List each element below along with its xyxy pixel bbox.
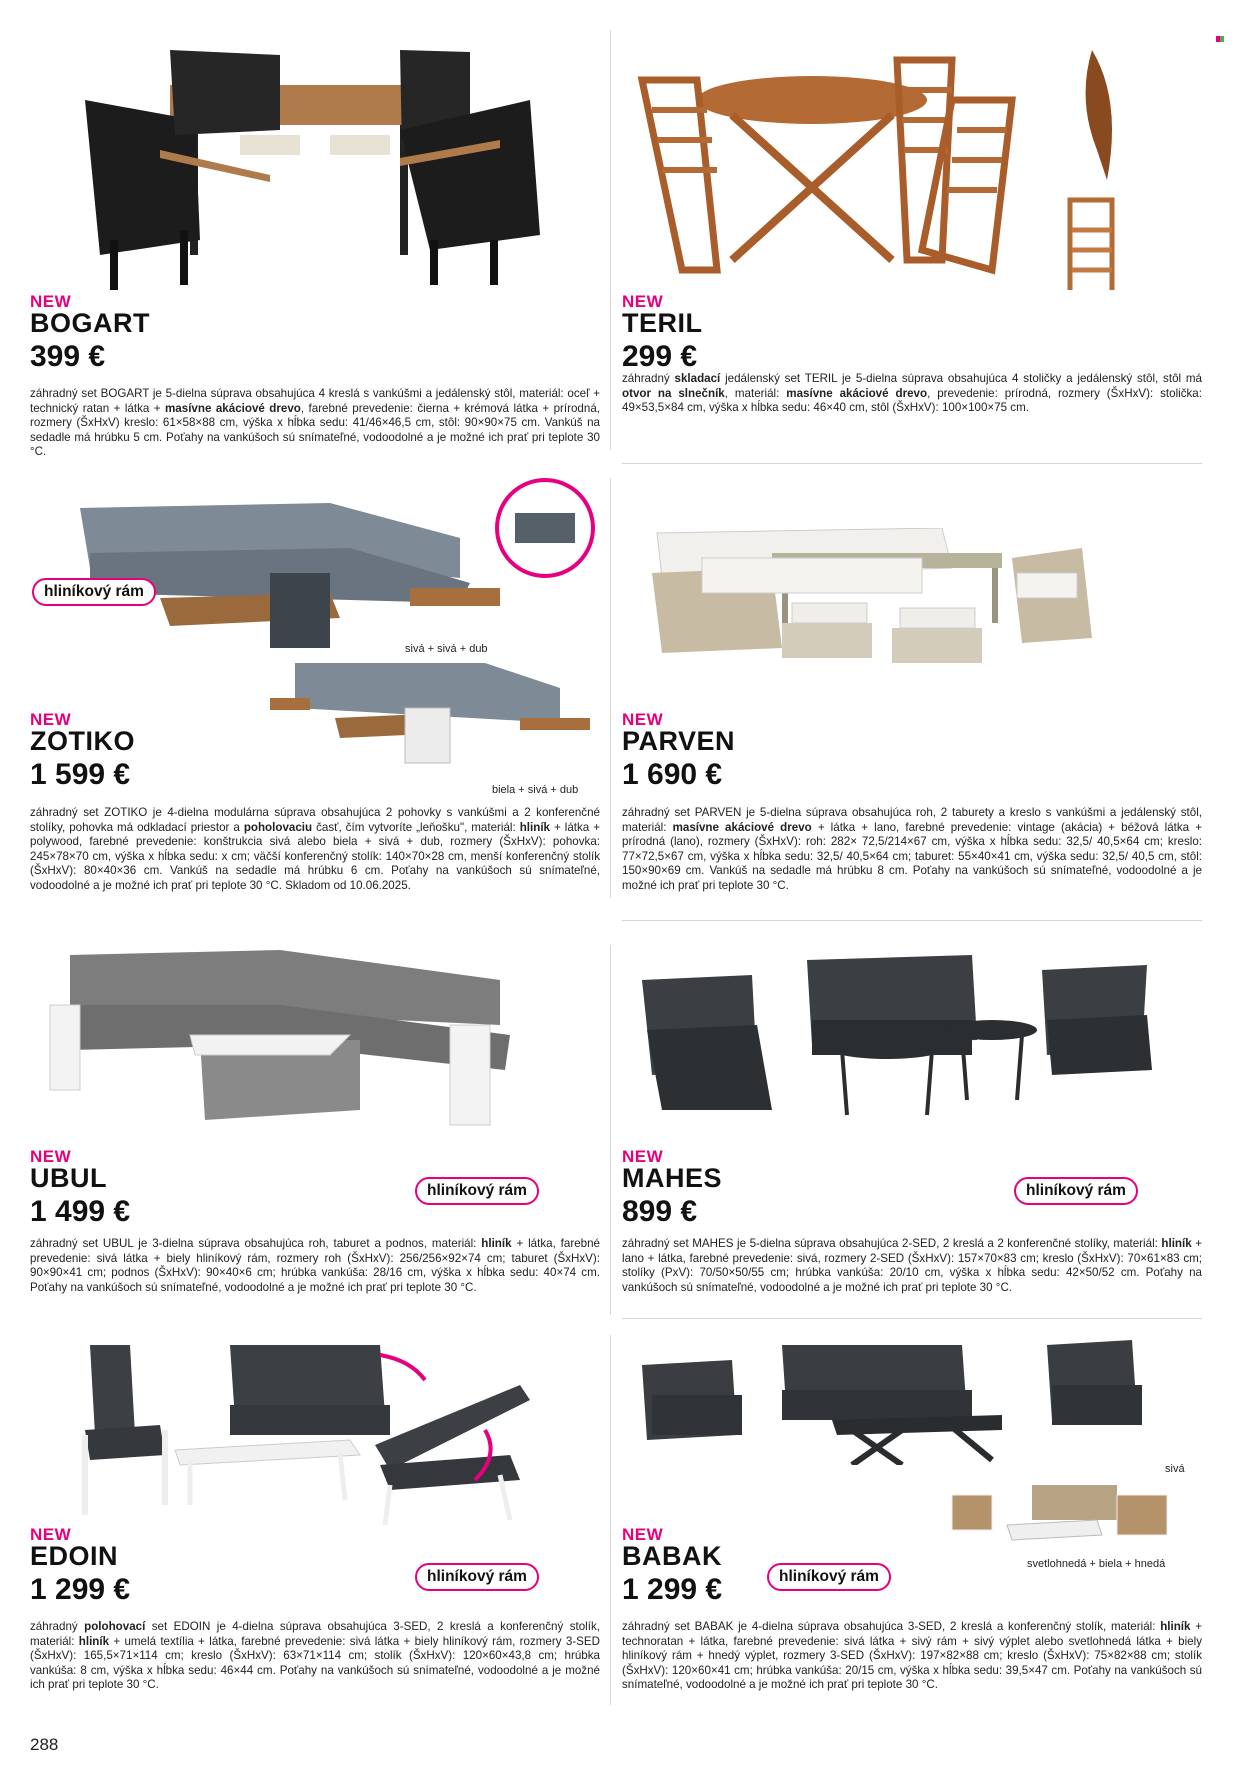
product-mahes [622,945,1202,1320]
product-price: 899 € [622,1195,698,1228]
description-emphasis: hliník [1160,1620,1191,1633]
product-babak [622,1335,1202,1715]
new-tag: NEW [622,1147,664,1166]
product-photo [30,1335,600,1530]
product-description [622,1620,1202,1693]
description-text: , prevedenie: prírodná, rozmery (ŠxHxV): stolička: 49×53,5×84 cm, výška x hĺbka sedu: 46×40 cm, stôl (ŠxHxV): 100×100×75 cm. [622,386,1202,415]
product-price: 1 299 € [622,1573,723,1606]
description-text: záhradný [30,1620,85,1633]
description-emphasis: hliník [78,1634,110,1648]
description-text: + látka + polywood, farebné prevedenie: konštrukcia sivá alebo biela + sivá + dub, rozmery (ŠxHxV): pohovka: 245×78×70 cm, výška x hĺbka sedu: x cm; väčší konferenčný stolík: 140×70×28 cm, menší konferenčný stolík (ŠxHxV): 80×40×36 cm. Vankúš na sedadle má hrúbku 6 cm. Poťahy na vankúšoch sú snímateľné, vodoodolné a je možné ich prať pri teplote 30 °C. Skladom od 10.06.2025. [30,820,600,892]
description-text: záhradný [622,372,675,385]
product-name: UBUL [30,1163,107,1193]
product-photo [622,1335,1202,1465]
row-divider [622,463,1202,464]
column-divider [610,945,611,1315]
product-price: 1 690 € [622,758,723,791]
description-text: + umelá textília + látka, farebné prevedenie: sivá látka + biely hliníkový rám, rozmery 3-SED (ŠxHxV): 165,5×71×114 cm; kreslo (ŠxHxV): 63×71×114 cm; stolík (ŠxHxV): 120×60×43,8 cm; hrúbka vankúša: 8 cm, výška x hĺbka sedu: 46×44 cm. Poťahy na vankúšoch sú snímateľné, vodoodolné a je možné ich prať pri teplote 30 °C. [30,1634,600,1692]
product-description [30,806,600,894]
product-description [622,1237,1202,1295]
variant-caption: biela + sivá + dub [492,784,579,796]
babak-set-illustration-grey [622,1335,1202,1465]
product-name: MAHES [622,1163,723,1193]
product-photo [622,528,1202,693]
product-description [30,1237,600,1295]
aluminium-frame-badge: hliníkový rám [415,1177,539,1205]
product-description [30,387,600,460]
brand-mark-icon [1216,36,1224,42]
product-name: TERIL [622,308,703,338]
variant-caption: svetlohnedá + biela + hnedá [1027,1558,1166,1570]
description-text: záhradný set BOGART je 5-dielna súprava obsahujúca 4 kreslá s vankúšmi a jedálenský stôl, materiál: oceľ + technický ratan + látka + [30,387,600,415]
aluminium-frame-badge: hliníkový rám [1014,1177,1138,1205]
new-tag: NEW [30,1525,72,1544]
product-zotiko [30,478,600,918]
description-emphasis: skladací [674,372,721,385]
new-tag: NEW [30,292,72,311]
product-photo [30,945,600,1155]
description-text: záhradný set ZOTIKO je 4-dielna modulárna súprava obsahujúca 2 pohovky s vankúšmi a 2 konferenčné stolíky, pohovka má odkladací priestor a [30,806,600,834]
column-divider [610,30,611,450]
description-text: + technoratan + látka, farebné prevedenie: sivá látka + sivý rám + sivý výplet alebo svetlohnedá látka + biely hliníkový rám + hnedý výplet, rozmery 3-SED (ŠxHxV): 197×82×88 cm; kreslo (ŠxHxV): 75×82×88 cm; stolík (ŠxHxV): 120×60×41 cm; hrúbka vankúša: 20/15 cm, výška x hĺbka sedu: 39,5×47 cm. Poťahy na vankúšoch sú snímateľné, vodoodolné a je možné ich prať pri teplote 30 °C. [622,1620,1202,1692]
description-text: záhradný set MAHES je 5-dielna súprava obsahujúca 2-SED, 2 kreslá a 2 konferenčné stolíky, materiál: [622,1237,1162,1250]
description-emphasis: hliník [1161,1237,1192,1250]
product-name: BABAK [622,1541,722,1571]
product-name: ZOTIKO [30,726,135,756]
product-photo [622,950,1202,1120]
column-divider [610,478,611,898]
ubul-set-illustration [30,945,600,1155]
aluminium-frame-badge: hliníkový rám [32,578,156,606]
product-photo [30,40,600,290]
description-text: + látka, farebné prevedenie: sivá látka + biely hliníkový rám, rozmery roh (ŠxHxV): 256/256×92×74 cm; taburet (ŠxHxV): 90×90×41 cm; podnos (ŠxHxV): 90×40×6 cm; hrúbka vankúša: 28/16 cm, výška x hĺbka sedu: 40×74 cm. Poťahy na vankúšoch sú snímateľné, vodoodolné a je možné ich prať pri teplote 30 °C. [30,1237,601,1294]
product-price: 399 € [30,340,106,373]
description-emphasis: otvor na slnečník [622,386,725,400]
description-text: + lano + látka, farebné prevedenie: sivá, rozmery 2-SED (ŠxHxV): 157×70×83 cm; kreslo (ŠxHxV): 70×61×83 cm; stolíky (PxV): 70/50×50/55 cm; hrúbka vankúša: 20/10 cm, výška x hĺbka sedu: 42×50/52 cm. Poťahy na vankúšoch sú snímateľné, vodoodolné a je možné ich prať pri teplote 30 °C. [622,1237,1202,1294]
page-number: 288 [30,1735,59,1754]
product-photo [622,40,1202,290]
description-emphasis: masívne akáciové drevo [786,386,928,400]
aluminium-frame-badge: hliníkový rám [415,1563,539,1591]
teril-set-illustration [622,40,1202,290]
product-price: 299 € [622,340,698,373]
new-tag: NEW [622,1525,664,1544]
product-description [622,372,1202,416]
zotiko-set-illustration-grey [30,478,600,648]
description-emphasis: masívne akáciové drevo [672,820,812,834]
description-emphasis: polohovací [84,1620,146,1633]
product-teril [622,30,1202,460]
new-tag: NEW [622,292,664,311]
variant-caption: sivá + sivá + dub [405,643,488,655]
description-text: + látka + lano, farebné prevedenie: vintage (akácia) + béžová látka + prírodná (lano), rozmery (ŠxHxV): roh: 282× 72,5/214×67 cm, výška x hĺbka sedu: 32,5/ 40,5×64 cm; kreslo: 77×72,5×67 cm, výška x hĺbka sedu: 32,5/ 40,5×64 cm; taburet: 55×40×41 cm, výška sedu: 32,5/ 40,5 cm, stôl: 150×90×69 cm. Vankúš na sedadle má hrúbku 8 cm. Poťahy na vankúšoch sú snímateľné, vodoodolné a je možné ich prať pri teplote 30 °C. [622,820,1202,892]
babak-set-illustration-brown [947,1480,1202,1550]
bogart-set-illustration [30,40,600,290]
new-tag: NEW [30,1147,72,1166]
description-text: jedálenský set TERIL je 5-dielna súprava obsahujúca 4 stoličky a jedálenský stôl, stôl má [720,372,1203,385]
description-text: záhradný set BABAK je 4-dielna súprava obsahujúca 3-SED, 2 kreslá a konferenčný stolík, materiál: [622,1620,1161,1633]
product-ubul [30,945,600,1320]
product-bogart [30,30,600,460]
product-photo [947,1480,1202,1550]
variant-caption: sivá [1165,1463,1185,1475]
product-description [622,806,1202,894]
product-name: PARVEN [622,726,736,756]
edoin-set-illustration [30,1335,600,1530]
zotiko-set-illustration-white [265,658,600,768]
description-text: , farebné prevedenie: čierna + krémová látka + prírodná, rozmery (ŠxHxV) kreslo: 61×58×88 cm, výška x hĺbka sedu: 41/46×46,5 cm, stôl: 90×90×75 cm. Vankúš na sedadle má hrúbku 5 cm. Poťahy na vankúšoch sú snímateľné, vodoodolné a je možné ich prať pri teplote 30 °C. [30,401,600,459]
product-name: BOGART [30,308,150,338]
description-emphasis: hliník [519,820,550,834]
aluminium-frame-badge: hliníkový rám [767,1563,891,1591]
description-emphasis: poholovaciu [243,820,313,834]
product-price: 1 599 € [30,758,131,791]
new-tag: NEW [622,710,664,729]
product-photo [30,478,600,648]
description-text: záhradný set UBUL je 3-dielna súprava obsahujúca roh, taburet a podnos, materiál: [30,1237,482,1250]
product-name: EDOIN [30,1541,119,1571]
description-text: časť, čím vytvoríte „leňošku", materiál: [312,820,520,834]
description-emphasis: masívne akáciové drevo [165,401,301,415]
product-edoin [30,1335,600,1715]
product-description [30,1620,600,1693]
description-text: záhradný set PARVEN je 5-dielna súprava obsahujúca roh, 2 taburety a kreslo s vankúšmi a jedálenský stôl, materiál: [622,806,1202,834]
description-text: , materiál: [724,386,787,400]
description-text: set EDOIN je 4-dielna súprava obsahujúca 3-SED, 2 kreslá a konferenčný stolík, materiál: [30,1620,601,1648]
new-tag: NEW [30,710,72,729]
column-divider [610,1335,611,1705]
product-price: 1 499 € [30,1195,131,1228]
product-photo [265,658,600,768]
mahes-set-illustration [622,950,1202,1120]
row-divider [622,920,1202,921]
description-emphasis: hliník [481,1237,512,1250]
product-price: 1 299 € [30,1573,131,1606]
product-parven [622,478,1202,918]
parven-set-illustration [622,528,1202,693]
